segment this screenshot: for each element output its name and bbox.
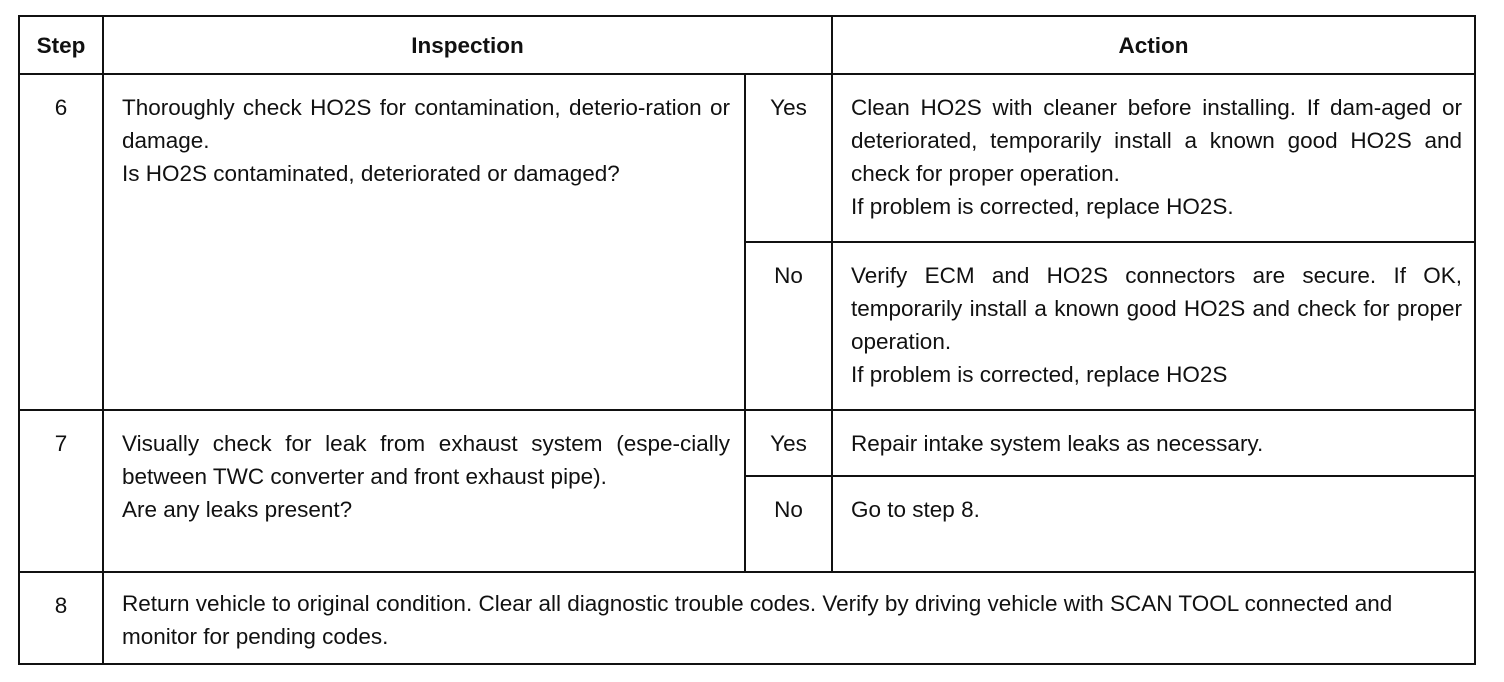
table-row [19,74,1475,242]
table-row [19,410,1475,476]
step-8-text: Return vehicle to original condition. Clear all diagnostic trouble codes. Verify by driving vehicle with SCAN TOOL connected and monitor for pending codes. [103,572,1475,664]
header-action: Action [832,16,1475,74]
table-row [19,572,1475,664]
yes-label: Yes [745,410,832,476]
step-number: 8 [19,572,103,664]
no-action-cell [832,242,1475,410]
action-text: If problem is corrected, replace HO2S. [851,194,1234,219]
no-action-cell: Go to step 8. [832,476,1475,572]
inspection-cell [103,74,745,410]
inspection-cell [103,410,745,572]
yes-label: Yes [745,74,832,242]
no-label: No [745,242,832,410]
action-text: Clean HO2S with cleaner before installing. If dam-aged or deteriorated, temporarily install a known good HO2S and check for proper operation. [851,95,1463,186]
inspection-text: Visually check for leak from exhaust system (espe-cially between TWC converter and front exhaust pipe). [122,431,730,489]
header-inspection: Inspection [103,16,832,74]
header-step: Step [19,16,103,74]
header-row [19,16,1475,74]
action-text: If problem is corrected, replace HO2S [851,362,1228,387]
inspection-question: Is HO2S contaminated, deteriorated or damaged? [122,161,620,186]
action-text: Verify ECM and HO2S connectors are secure. If OK, temporarily install a known good HO2S and check for proper operation. [851,263,1463,354]
inspection-question: Are any leaks present? [122,497,353,522]
yes-action-cell: Repair intake system leaks as necessary. [832,410,1475,476]
diagnostic-table [18,15,1476,665]
step-number: 6 [19,74,103,410]
no-label: No [745,476,832,572]
yes-action-cell [832,74,1475,242]
step-number: 7 [19,410,103,572]
inspection-text: Thoroughly check HO2S for contamination, deterio-ration or damage. [122,95,730,153]
